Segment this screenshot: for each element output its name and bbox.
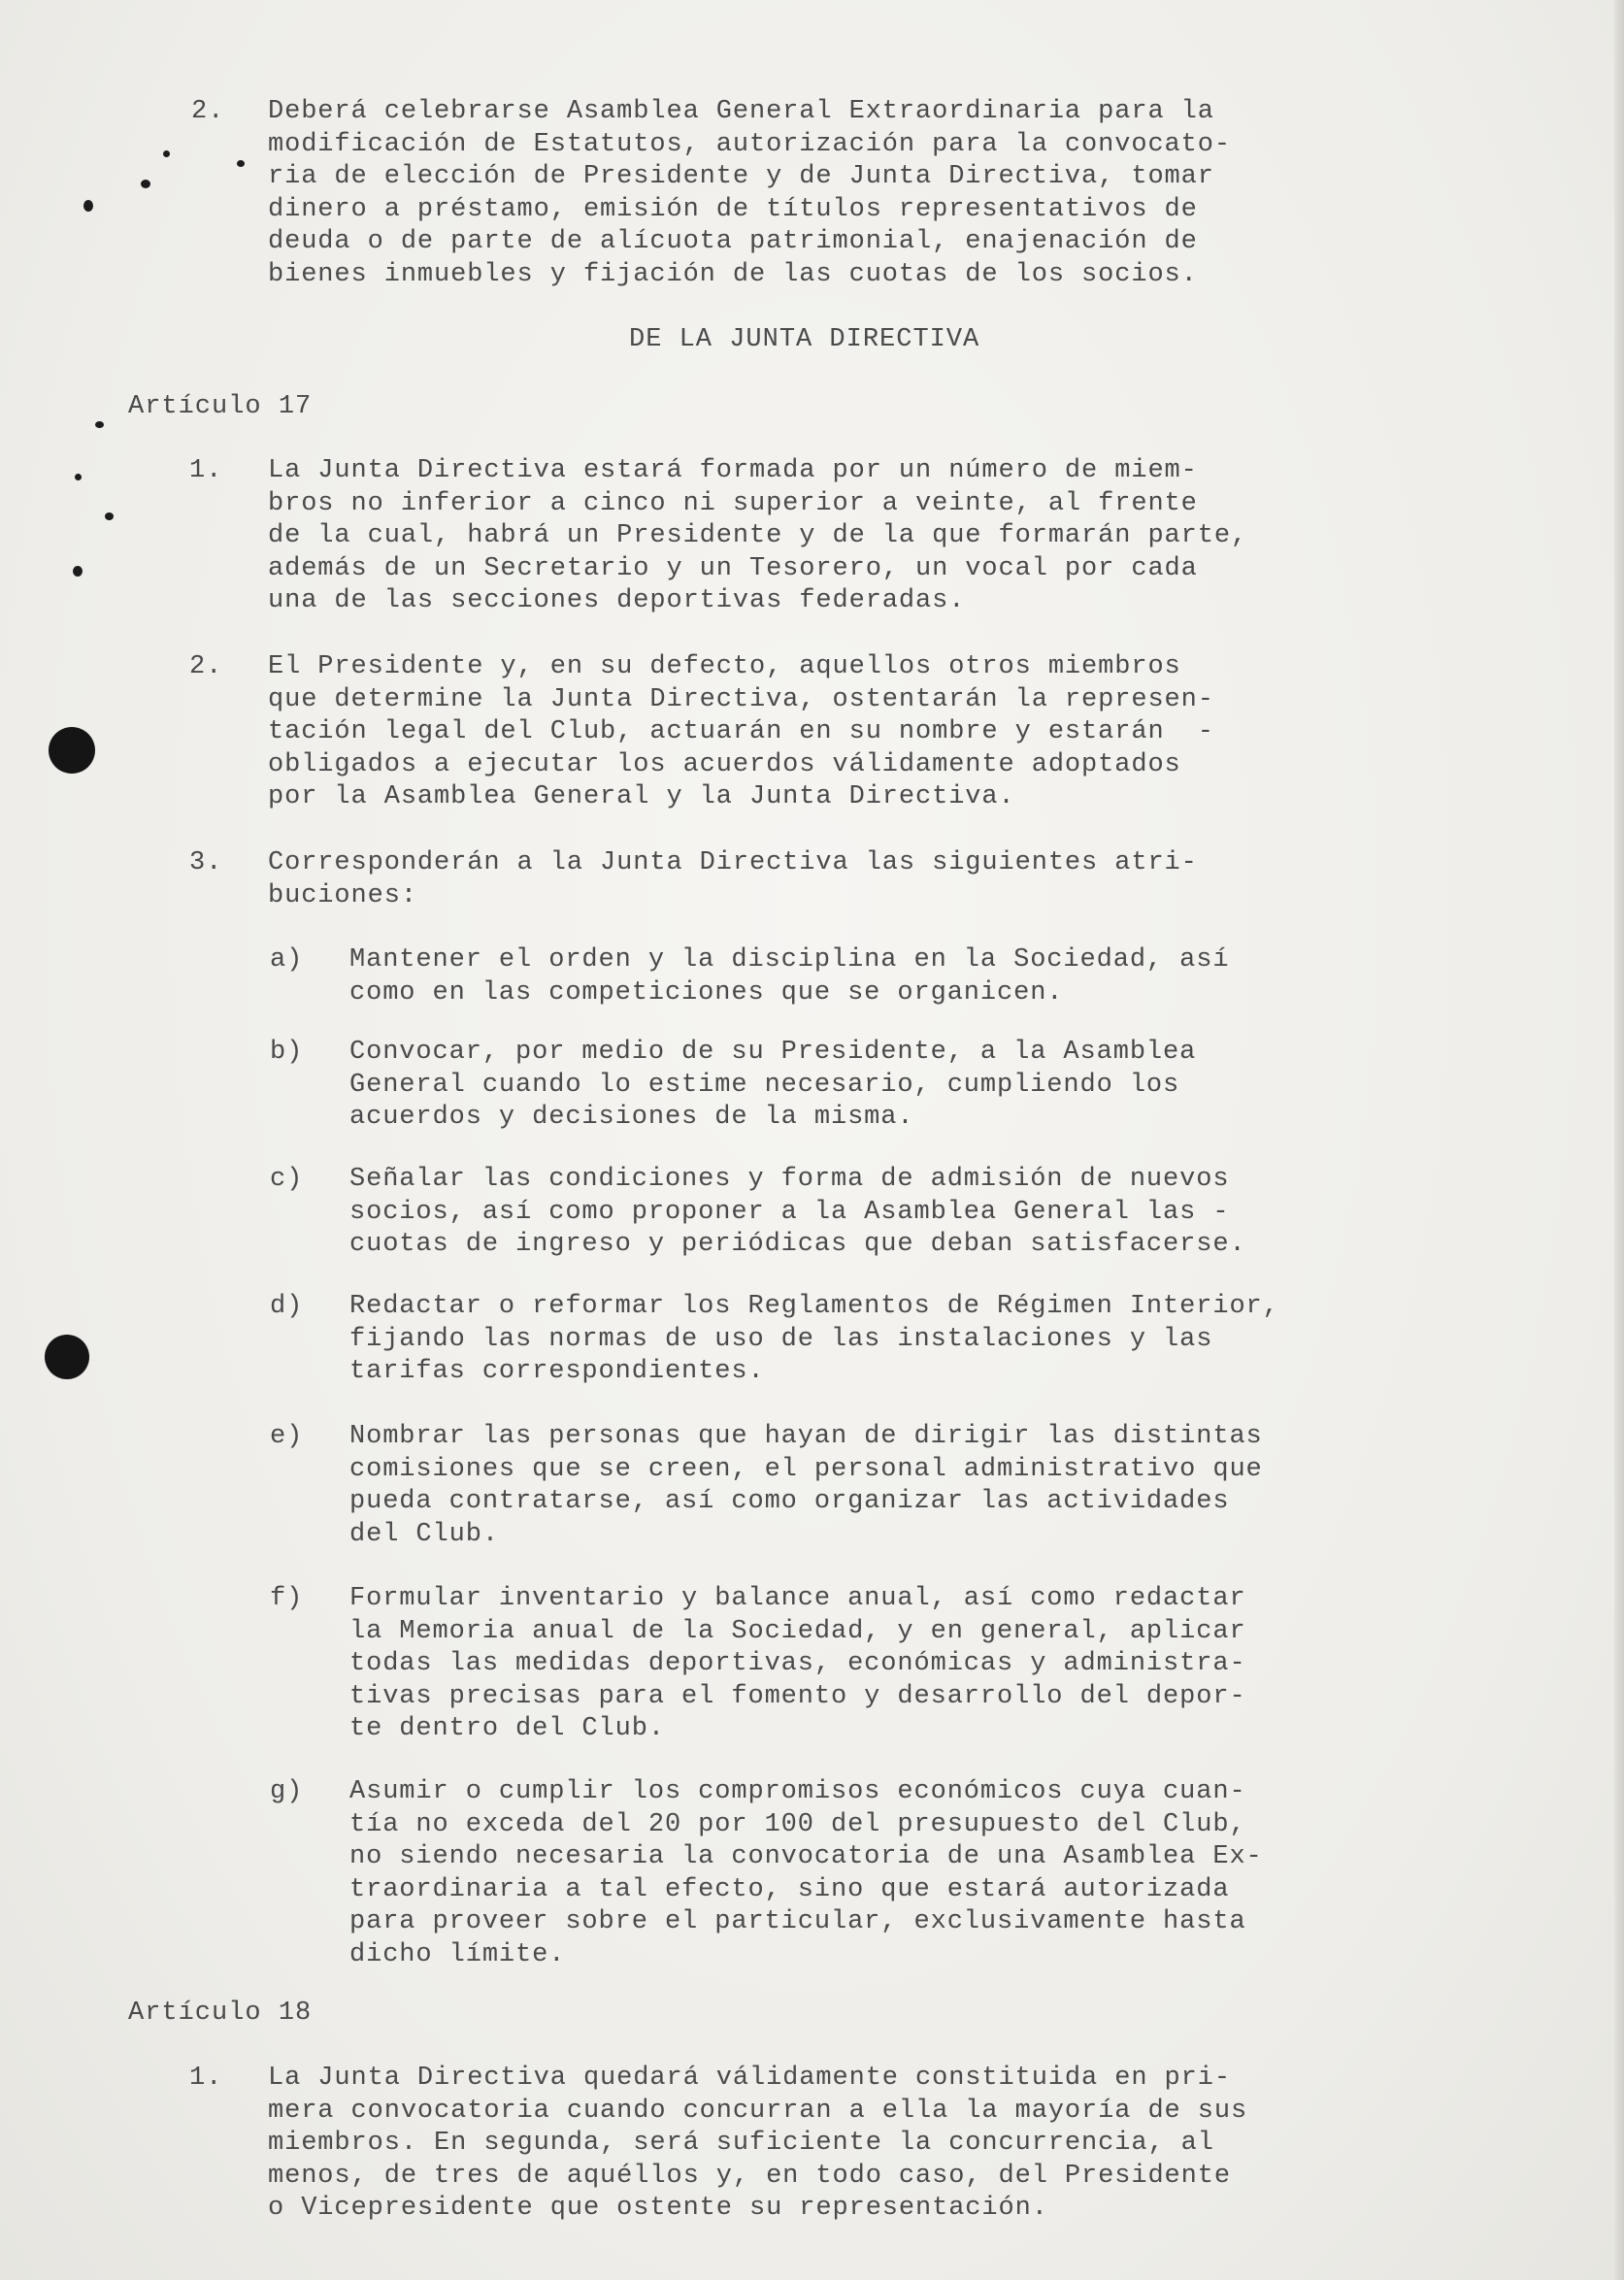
speck: [73, 566, 83, 577]
speck: [141, 180, 150, 188]
item-text: Mantener el orden y la disciplina en la Sociedad, así como en las competiciones que se organicen.: [349, 945, 1230, 1008]
paragraph-number: 2.: [189, 652, 223, 681]
speck: [237, 160, 245, 167]
paragraph-text: La Junta Directiva estará formada por un número de miem- bros no inferior a cinco ni superior a veinte, al frente de la cual, habrá un Presidente y de la que formarán parte, además de un Secretario y un Tesorero, un vocal por cada una de las secciones deportivas federadas.: [268, 456, 1248, 615]
item-text: Formular inventario y balance anual, así como redactar la Memoria anual de la Sociedad, y en general, aplicar todas las medidas deportivas, económicas y administra- tivas precisas para el fomento y desarrollo del depor- te dentro del Club.: [349, 1584, 1246, 1743]
paragraph-text: Deberá celebrarse Asamblea General Extraordinaria para la modificación de Estatutos, autorización para la convocato- ria de elección de Presidente y de Junta Directiva, tomar dinero a préstamo, emisión de títulos representativos de deuda o de parte de alícuota patrimonial, enajenación de bienes inmuebles y fijación de las cuotas de los socios.: [268, 97, 1231, 289]
paragraph-number: 3.: [189, 848, 223, 877]
item-label: c): [270, 1165, 304, 1194]
item-text: Señalar las condiciones y forma de admisión de nuevos socios, así como proponer a la Asamblea General las - cuotas de ingreso y periódicas que deban satisfacerse.: [349, 1165, 1246, 1259]
item-label: d): [270, 1292, 304, 1321]
item-text: Nombrar las personas que hayan de dirigir las distintas comisiones que se creen, el personal administrativo que pueda contratarse, así como organizar las actividades del Club.: [349, 1422, 1263, 1549]
item-text: Asumir o cumplir los compromisos económicos cuya cuan- tía no exceda del 20 por 100 del presupuesto del Club, no siendo necesaria la convocatoria de una Asamblea Ex- traordinaria a tal efecto, sino que estará autorizada para proveer sobre el particular, exclusivamente hasta dicho límite.: [349, 1777, 1263, 1969]
paragraph-text: La Junta Directiva quedará válidamente constituida en pri- mera convocatoria cuando concurran a ella la mayoría de sus miembros. En segunda, será suficiente la concurrencia, al menos, de tres de aquéllos y, en todo caso, del Presidente o Vicepresidente que ostente su representación.: [268, 2064, 1248, 2223]
punch-hole-top: [49, 727, 95, 774]
item-text: Convocar, por medio de su Presidente, a la Asamblea General cuando lo estime necesario, cumpliendo los acuerdos y decisiones de la misma.: [349, 1038, 1197, 1132]
section-heading: DE LA JUNTA DIRECTIVA: [629, 325, 980, 354]
speck: [95, 421, 104, 428]
paragraph-text: Corresponderán a la Junta Directiva las siguientes atri- buciones:: [268, 848, 1198, 910]
paragraph-number: 1.: [189, 456, 223, 485]
paragraph-number: 2.: [191, 97, 225, 126]
speck: [105, 512, 114, 520]
paper-edge: [1614, 0, 1624, 2280]
speck: [163, 150, 170, 157]
article-18-title: Artículo 18: [128, 1999, 313, 2028]
paragraph-text: El Presidente y, en su defecto, aquellos otros miembros que determine la Junta Directiva, ostentarán la represen- tación legal del Club, actuarán en su nombre y estarán - obligados a ejecutar los acuerdos válidamente adoptados por la Asamblea General y la Junta Directiva.: [268, 652, 1214, 811]
paragraph-number: 1.: [189, 2064, 223, 2093]
item-label: f): [270, 1584, 304, 1613]
speck: [75, 474, 82, 480]
item-label: e): [270, 1422, 304, 1451]
item-label: g): [270, 1777, 304, 1806]
article-17-title: Artículo 17: [128, 392, 313, 421]
item-label: a): [270, 945, 304, 975]
speck: [83, 200, 93, 212]
item-text: Redactar o reformar los Reglamentos de Régimen Interior, fijando las normas de uso de las instalaciones y las tarifas correspondientes.: [349, 1292, 1279, 1386]
item-label: b): [270, 1038, 304, 1067]
punch-hole-bottom: [45, 1335, 89, 1379]
